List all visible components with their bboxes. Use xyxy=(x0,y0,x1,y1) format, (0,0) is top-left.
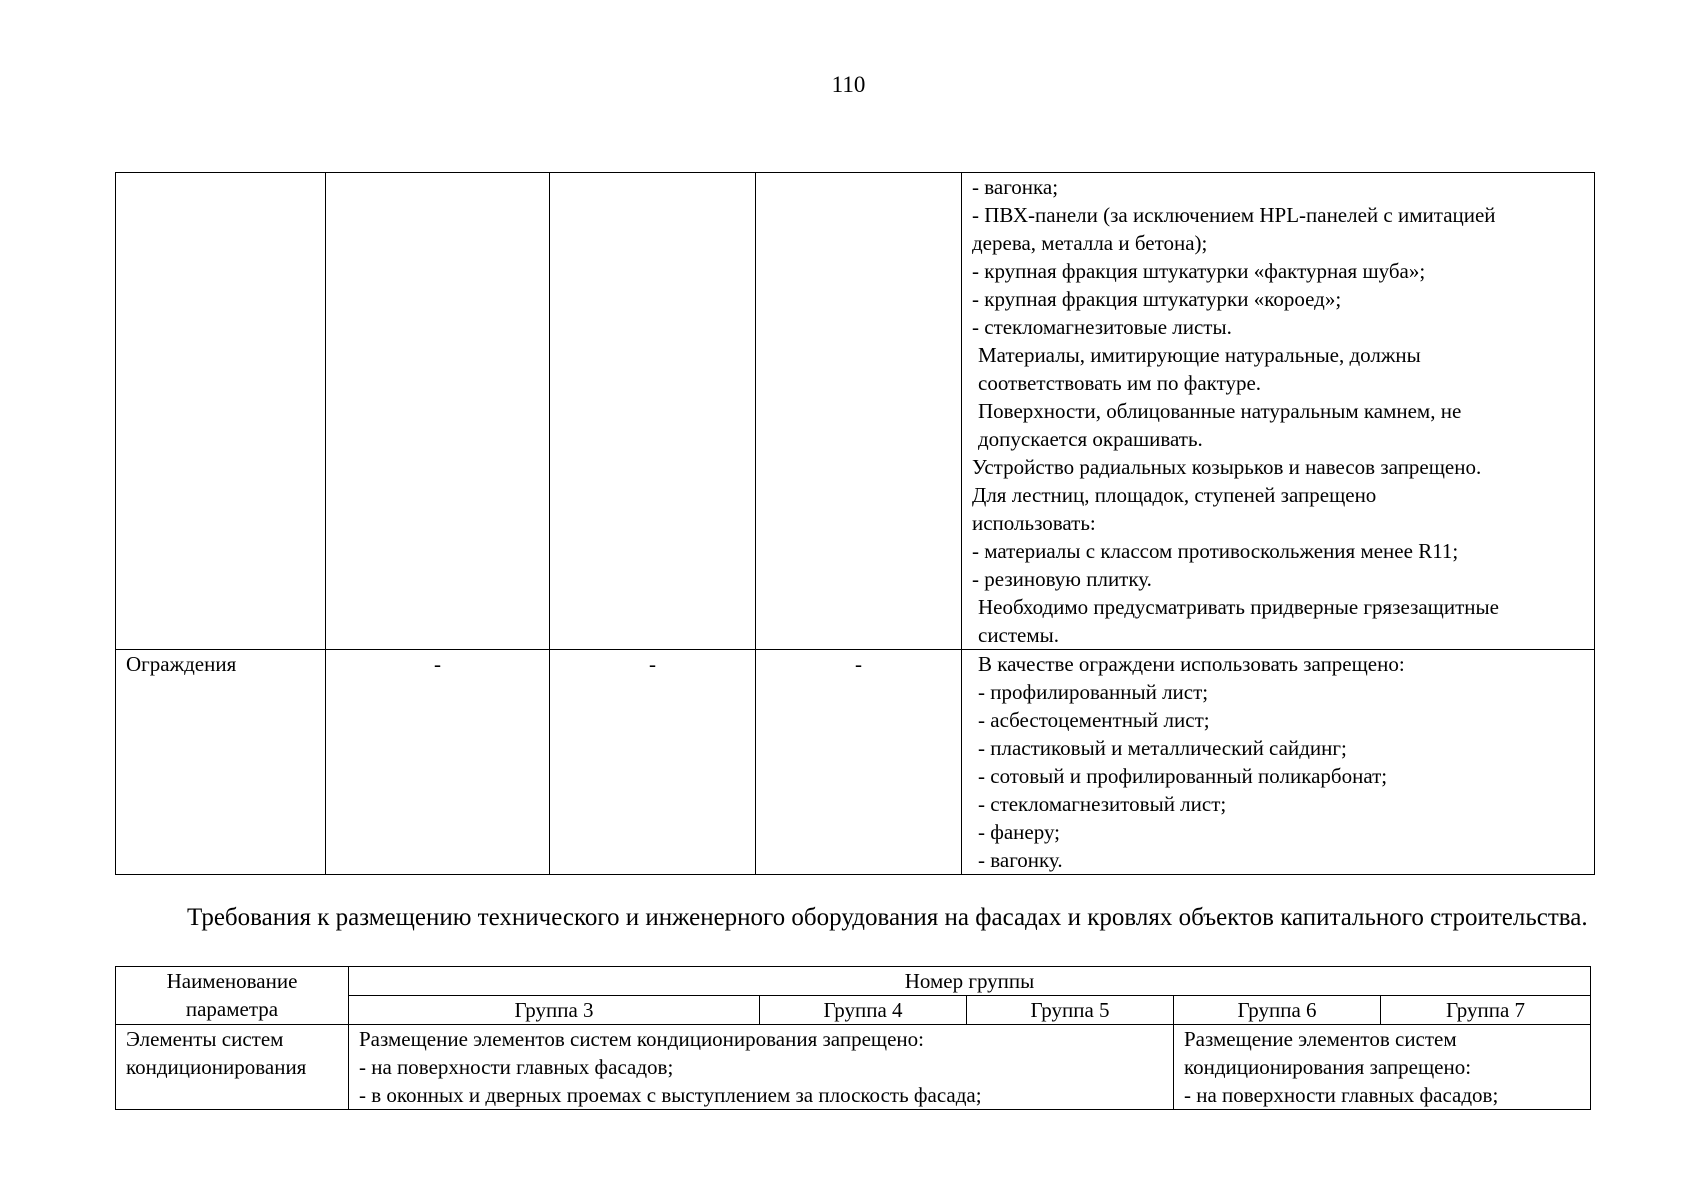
text-line: Необходимо предусматривать придверные грязезащитные xyxy=(978,595,1499,619)
text-line: - материалы с классом противоскольжения менее R11; xyxy=(972,539,1459,563)
page-number: 110 xyxy=(831,72,866,97)
text-line: Материалы, имитирующие натуральные, должны xyxy=(978,343,1421,367)
text-line: системы. xyxy=(978,623,1060,647)
text-line: параметра xyxy=(185,997,279,1021)
header-group-6: Группа 6 xyxy=(1174,996,1381,1025)
text-line: Элементы систем xyxy=(126,1027,284,1051)
text-line: Наименование xyxy=(166,969,298,993)
text-line: - профилированный лист; xyxy=(978,680,1209,704)
table-cell xyxy=(326,173,550,650)
text-line: - стекломагнезитовые листы. xyxy=(972,315,1232,339)
text-line: - стекломагнезитовый лист; xyxy=(978,792,1227,816)
restrictions-cell xyxy=(962,650,1595,875)
text-line: В качестве ограждени использовать запрещено: xyxy=(978,652,1405,676)
table-row xyxy=(116,173,1595,650)
text-line: - на поверхности главных фасадов; xyxy=(1184,1083,1499,1107)
text-line: - пластиковый и металлический сайдинг; xyxy=(978,736,1347,760)
text-line: - вагонка; xyxy=(972,175,1059,199)
table-row xyxy=(116,1025,1591,1110)
text-line: - асбестоцементный лист; xyxy=(978,708,1210,732)
text-line: Устройство радиальных козырьков и навесов запрещено. xyxy=(972,455,1482,479)
text-line: соответствовать им по фактуре. xyxy=(978,371,1262,395)
header-group-7: Группа 7 xyxy=(1381,996,1591,1025)
header-group-4: Группа 4 xyxy=(760,996,967,1025)
table-cell: - xyxy=(326,650,550,875)
text-line: - на поверхности главных фасадов; xyxy=(359,1055,674,1079)
header-parameter-name xyxy=(116,967,349,1025)
text-line: Для лестниц, площадок, ступеней запрещено xyxy=(972,483,1377,507)
table-cell xyxy=(116,173,326,650)
header-group-number: Номер группы xyxy=(349,967,1591,996)
table-row xyxy=(116,650,1595,875)
text-line: - в оконных и дверных проемах с выступлением за плоскость фасада; xyxy=(359,1083,982,1107)
header-group-3: Группа 3 xyxy=(349,996,760,1025)
text-line: использовать: xyxy=(972,511,1096,535)
parameter-name-cell xyxy=(116,1025,349,1110)
section-heading: Требования к размещению технического и инженерного оборудования на фасадах и кровлях объектов капитального строительства. xyxy=(187,904,1588,931)
text-line: допускается окрашивать. xyxy=(978,427,1203,451)
text-line: - крупная фракция штукатурки «фактурная шуба»; xyxy=(972,259,1426,283)
text-line: дерева, металла и бетона); xyxy=(972,231,1208,255)
text-line: кондиционирования запрещено: xyxy=(1184,1055,1472,1079)
text-line: - сотовый и профилированный поликарбонат; xyxy=(978,764,1388,788)
table-cell xyxy=(756,173,962,650)
equipment-table xyxy=(115,966,1591,1110)
table-cell: - xyxy=(756,650,962,875)
text-line: - крупная фракция штукатурки «короед»; xyxy=(972,287,1342,311)
text-line: Размещение элементов систем кондиционирования запрещено: xyxy=(359,1027,924,1051)
text-line: - фанеру; xyxy=(978,820,1061,844)
table-cell xyxy=(550,173,756,650)
table-header-row xyxy=(116,967,1591,996)
text-line: Поверхности, облицованные натуральным камнем, не xyxy=(978,399,1462,423)
table-cell: - xyxy=(550,650,756,875)
groups-6-7-cell xyxy=(1174,1025,1591,1110)
restrictions-cell xyxy=(962,173,1595,650)
header-group-5: Группа 5 xyxy=(967,996,1174,1025)
parameter-name-cell: Ограждения xyxy=(116,650,326,875)
text-line: - резиновую плитку. xyxy=(972,567,1152,591)
text-line: Размещение элементов систем xyxy=(1184,1027,1457,1051)
text-line: - ПВХ-панели (за исключением HPL-панелей с имитацией xyxy=(972,203,1496,227)
text-line: кондиционирования xyxy=(126,1055,307,1079)
text-line: - вагонку. xyxy=(978,848,1063,872)
materials-table xyxy=(115,172,1595,875)
groups-3-5-cell xyxy=(349,1025,1174,1110)
